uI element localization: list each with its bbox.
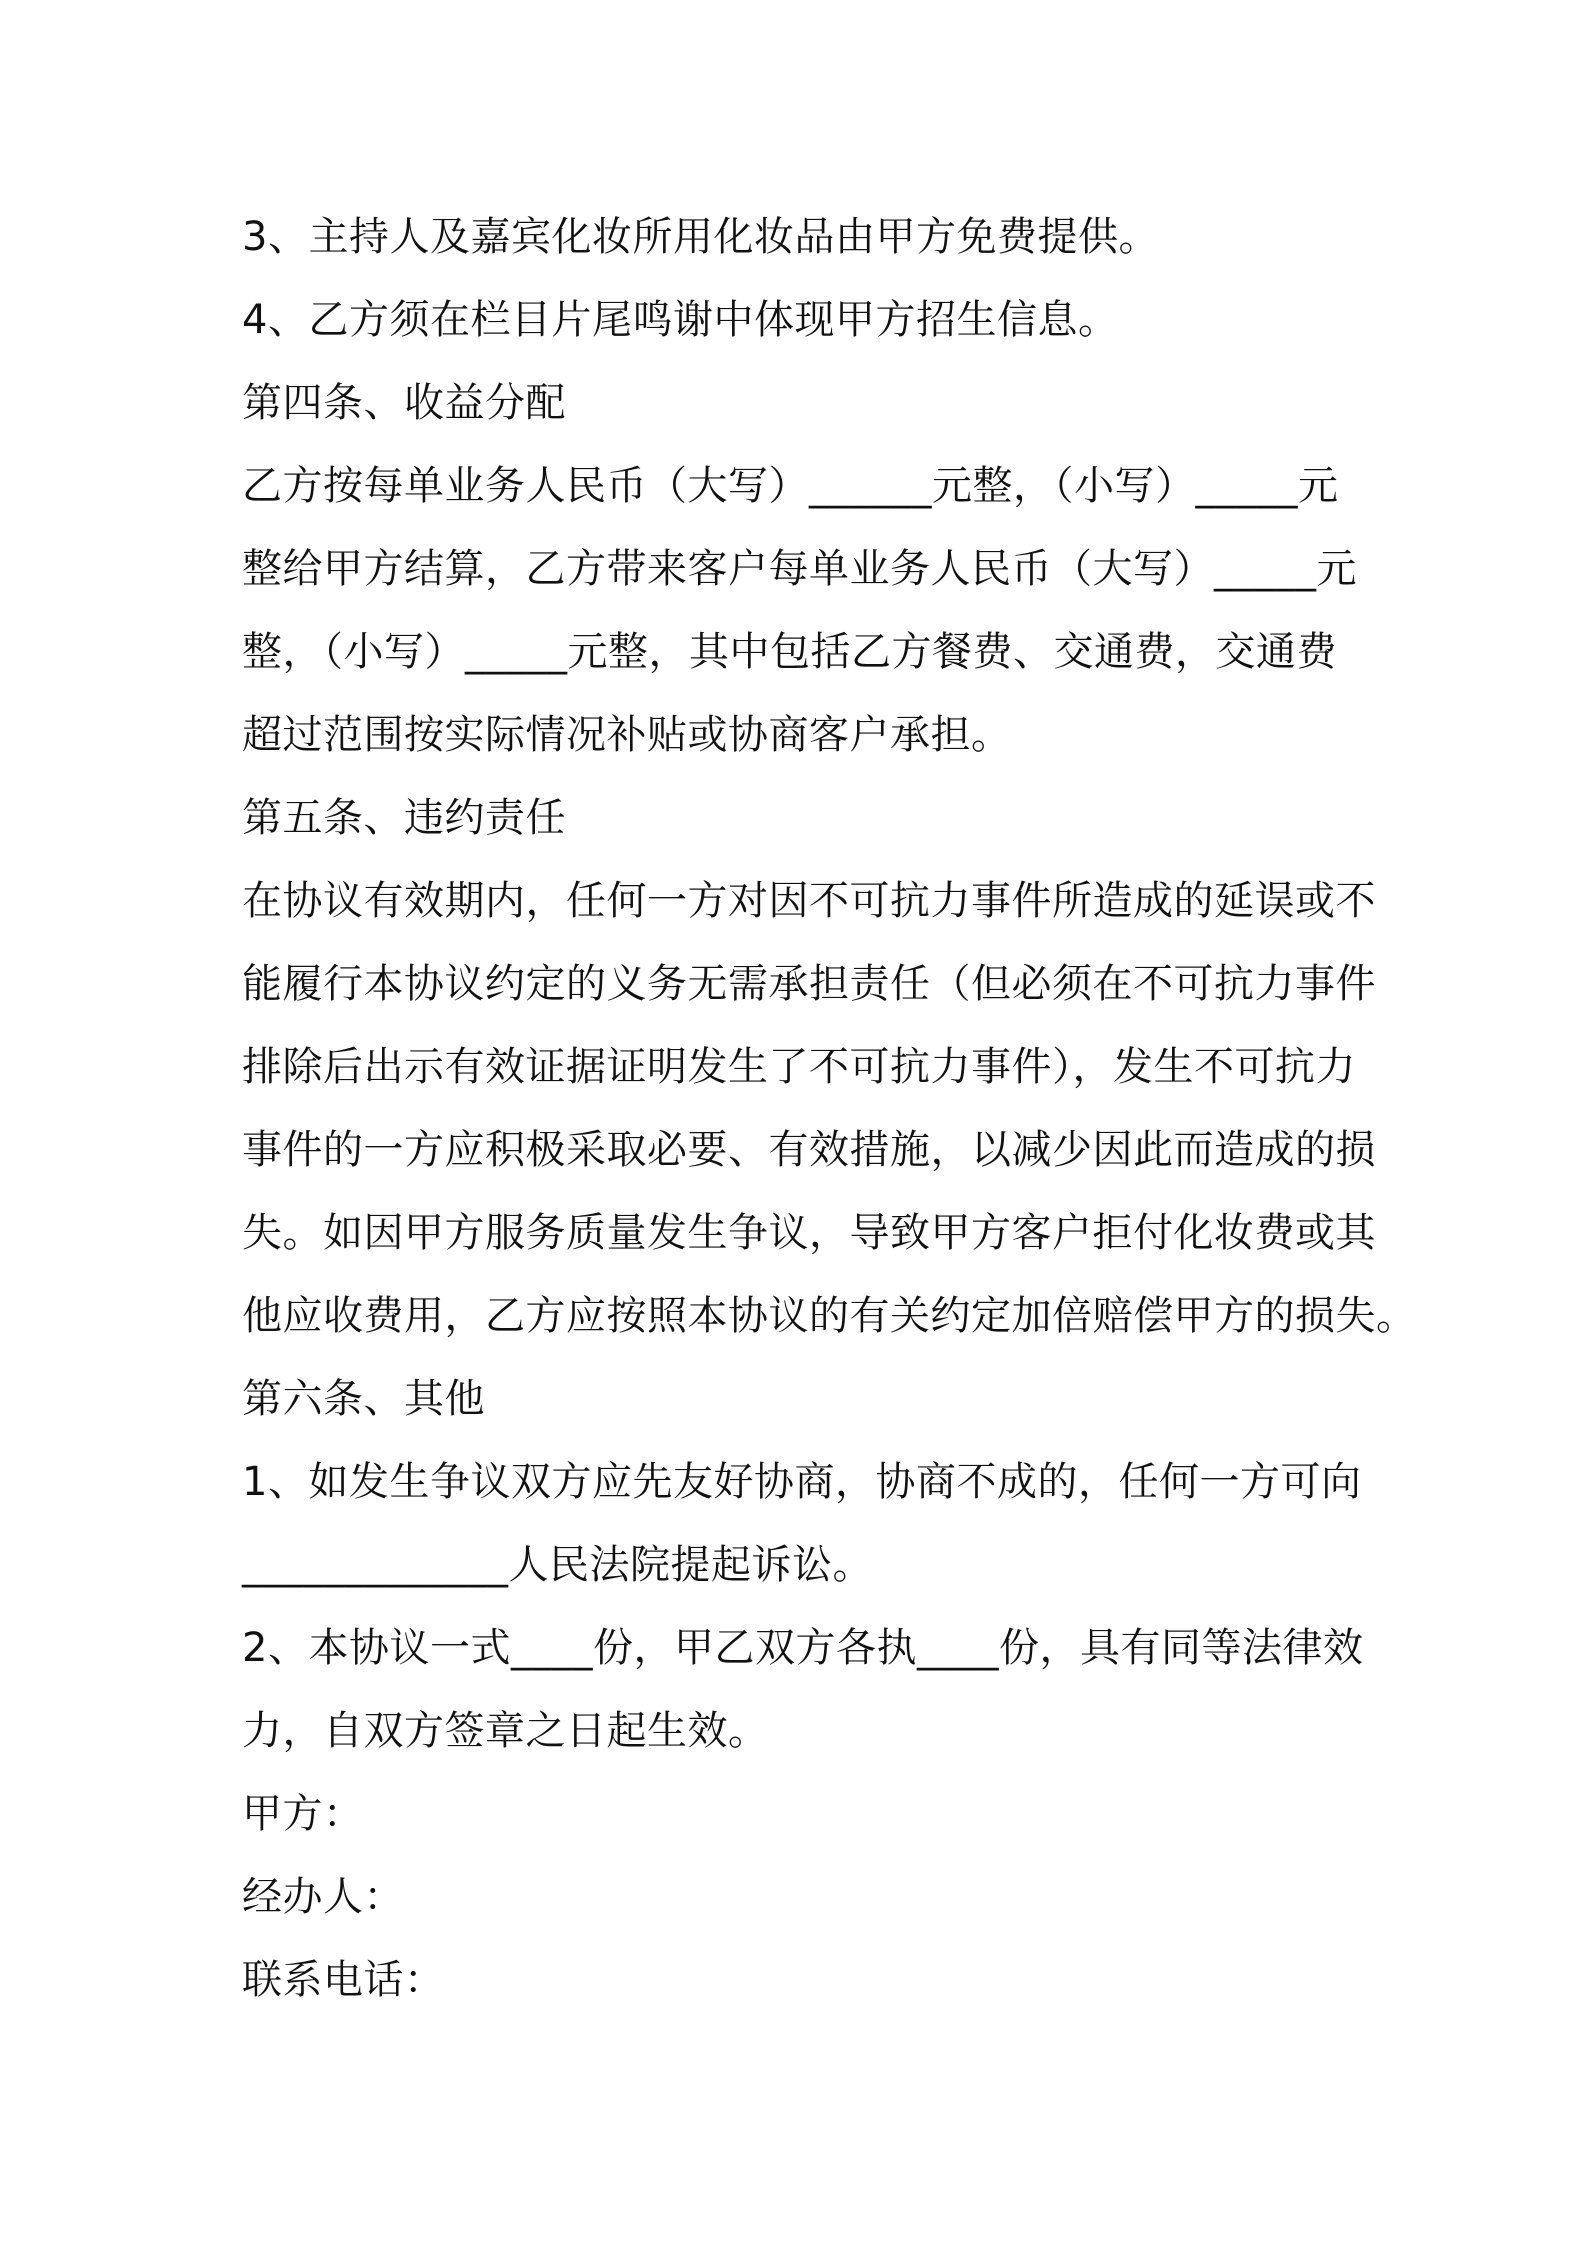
- article-5-text-line: 排除后出示有效证据证明发生了不可抗力事件），发生不可抗力: [242, 1044, 1356, 1090]
- contact-phone-label: 联系电话：: [242, 1957, 445, 2003]
- article-4-heading: 第四条、收益分配: [242, 380, 566, 426]
- article-6-clause-2-line: 力，自双方签章之日起生效。: [242, 1708, 769, 1754]
- article-5-heading: 第五条、违约责任: [242, 795, 566, 841]
- article-5-text-line: 在协议有效期内，任何一方对因不可抗力事件所造成的延误或不: [242, 878, 1376, 924]
- party-a-signature-label: 甲方：: [242, 1791, 364, 1837]
- article-5-text-line: 失。如因甲方服务质量发生争议，导致甲方客户拒付化妆费或其: [242, 1210, 1376, 1256]
- article-4-text-line: 超过范围按实际情况补贴或协商客户承担。: [242, 712, 1012, 758]
- article-6-clause-2-line: 2、本协议一式____份，甲乙双方各执____份，具有同等法律效: [242, 1625, 1364, 1671]
- article-6-heading: 第六条、其他: [242, 1376, 485, 1422]
- clause-3-makeup-supply: 3、主持人及嘉宾化妆所用化妆品由甲方免费提供。: [242, 214, 1159, 260]
- article-5-text-line: 事件的一方应积极采取必要、有效措施，以减少因此而造成的损: [242, 1127, 1376, 1173]
- article-6-clause-1-line: 1、如发生争议双方应先友好协商，协商不成的，任何一方可向: [242, 1459, 1362, 1505]
- clause-4-credits: 4、乙方须在栏目片尾鸣谢中体现甲方招生信息。: [242, 297, 1119, 343]
- article-5-text-line: 能履行本协议约定的义务无需承担责任（但必须在不可抗力事件: [242, 961, 1376, 1007]
- article-4-text-line: 整，（小写）_____元整，其中包括乙方餐费、交通费，交通费: [242, 629, 1337, 675]
- article-6-clause-1-line: _____________人民法院提起诉讼。: [242, 1542, 873, 1588]
- document-body: [242, 196, 1417, 2022]
- handler-signature-label: 经办人：: [242, 1874, 404, 1920]
- article-4-text-line: 整给甲方结算，乙方带来客户每单业务人民币（大写）_____元: [242, 546, 1357, 592]
- article-5-text-line: 他应收费用，乙方应按照本协议的有关约定加倍赔偿甲方的损失。: [242, 1293, 1417, 1339]
- article-4-text-line: 乙方按每单业务人民币（大写）______元整，（小写）_____元: [242, 463, 1339, 509]
